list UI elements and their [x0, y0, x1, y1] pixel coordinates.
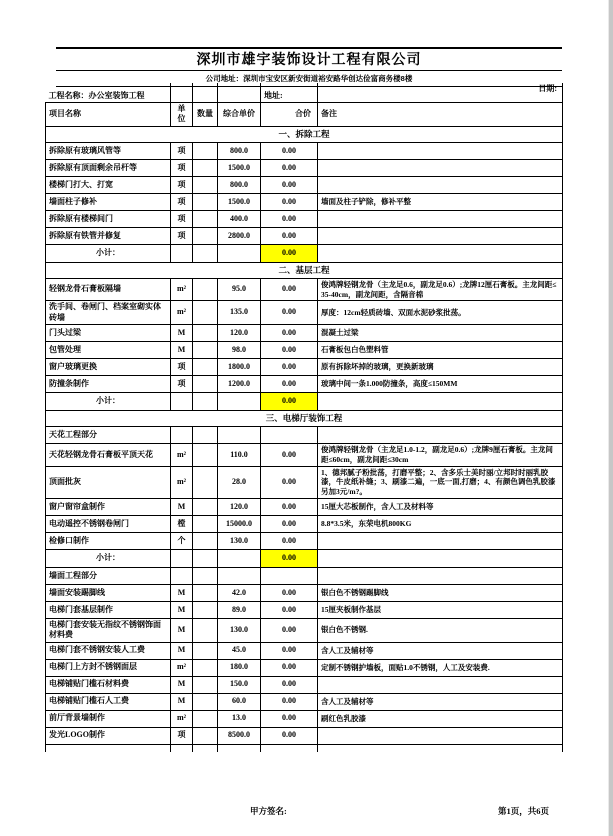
item-unit-price-cell: 60.0 — [218, 693, 261, 710]
item-remark-cell — [318, 159, 563, 176]
empty-cell — [318, 549, 563, 567]
item-row — [46, 710, 563, 727]
empty-cell — [261, 427, 318, 444]
item-unit-price-cell: 89.0 — [218, 601, 261, 618]
item-unit-cell: M — [171, 584, 193, 601]
item-total-cell: 0.00 — [261, 515, 318, 532]
item-name-cell: 顶面批灰 — [46, 466, 171, 498]
item-total-cell: 0.00 — [261, 142, 318, 159]
item-unit-cell: M — [171, 693, 193, 710]
item-unit-price-cell: 42.0 — [218, 584, 261, 601]
empty-cell — [193, 393, 218, 411]
project-name-label: 工程名称：办公室装饰工程 — [46, 83, 171, 103]
subtotal-amount: 0.00 — [261, 549, 318, 567]
item-unit-cell: 个 — [171, 532, 193, 549]
item-qty-cell — [193, 532, 218, 549]
empty-cell — [193, 744, 218, 752]
empty-cell — [218, 744, 261, 752]
item-unit-price-cell: 45.0 — [218, 642, 261, 659]
item-unit-price-cell: 95.0 — [218, 278, 261, 301]
item-total-cell: 0.00 — [261, 301, 318, 325]
empty-cell — [318, 744, 563, 752]
item-qty-cell — [193, 227, 218, 244]
item-unit-cell: m² — [171, 466, 193, 498]
item-total-cell: 0.00 — [261, 325, 318, 342]
item-row — [46, 342, 563, 359]
item-name-cell: 电梯铺贴门槛石人工费 — [46, 693, 171, 710]
item-unit-price-cell: 1500.0 — [218, 159, 261, 176]
item-unit-cell: 项 — [171, 193, 193, 210]
section-title-row — [46, 262, 563, 278]
empty-cell — [171, 244, 193, 262]
item-remark-cell — [318, 227, 563, 244]
item-row — [46, 618, 563, 642]
empty-cell — [318, 393, 563, 411]
item-row — [46, 159, 563, 176]
item-qty-cell — [193, 584, 218, 601]
party-a-signature-label: 甲方签名: — [250, 806, 287, 816]
item-total-cell: 0.00 — [261, 659, 318, 676]
item-row — [46, 466, 563, 498]
empty-cell — [218, 393, 261, 411]
item-name-cell: 窗户窗帘盒制作 — [46, 498, 171, 515]
item-row — [46, 278, 563, 301]
subtotal-label: 小计： — [46, 393, 171, 411]
item-remark-cell — [318, 532, 563, 549]
item-name-cell: 电梯门套安装无指纹不锈钢饰面材料费 — [46, 618, 171, 642]
item-remark-cell — [318, 210, 563, 227]
item-row — [46, 325, 563, 342]
item-qty-cell — [193, 376, 218, 393]
company-name: 深圳市雄宇装饰设计工程有限公司 — [56, 47, 562, 71]
item-row — [46, 444, 563, 467]
item-unit-cell: M — [171, 642, 193, 659]
item-row — [46, 584, 563, 601]
item-total-cell: 0.00 — [261, 676, 318, 693]
item-qty-cell — [193, 325, 218, 342]
empty-cell — [171, 744, 193, 752]
item-total-cell: 0.00 — [261, 498, 318, 515]
col-header-unit-price: 综合单价 — [218, 103, 261, 127]
empty-cell — [171, 83, 193, 103]
item-total-cell: 0.00 — [261, 376, 318, 393]
item-total-cell: 0.00 — [261, 210, 318, 227]
item-unit-price-cell: 400.0 — [218, 210, 261, 227]
item-unit-cell: M — [171, 498, 193, 515]
subtotal-label: 小计： — [46, 244, 171, 262]
item-name-cell: 拆除原有顶面剩余吊杆等 — [46, 159, 171, 176]
page-number: 第1页，共6页 — [497, 806, 549, 816]
subsection-title: 墙面工程部分 — [46, 567, 171, 584]
project-info-row — [46, 83, 563, 103]
item-total-cell: 0.00 — [261, 193, 318, 210]
item-qty-cell — [193, 176, 218, 193]
item-name-cell: 拆除原有铁管并修复 — [46, 227, 171, 244]
site-label: 地址: — [261, 83, 318, 103]
col-header-total: 合价 — [261, 103, 318, 127]
item-unit-cell: M — [171, 601, 193, 618]
item-qty-cell — [193, 278, 218, 301]
item-qty-cell — [193, 618, 218, 642]
item-remark-cell — [318, 727, 563, 744]
item-unit-cell: m² — [171, 659, 193, 676]
item-name-cell: 前厅背景墙制作 — [46, 710, 171, 727]
item-total-cell: 0.00 — [261, 342, 318, 359]
empty-cell — [261, 744, 318, 752]
item-name-cell: 拆除原有楼梯间门 — [46, 210, 171, 227]
item-total-cell: 0.00 — [261, 584, 318, 601]
item-total-cell: 0.00 — [261, 693, 318, 710]
item-row — [46, 676, 563, 693]
item-unit-cell: m² — [171, 278, 193, 301]
item-unit-price-cell: 1500.0 — [218, 193, 261, 210]
item-name-cell: 电动遥控不锈钢卷闸门 — [46, 515, 171, 532]
item-unit-cell: 项 — [171, 227, 193, 244]
item-remark-cell: 含人工及辅材等 — [318, 642, 563, 659]
item-row — [46, 301, 563, 325]
col-header-unit: 单位 — [171, 103, 193, 127]
item-remark-cell: 银白色不锈钢. — [318, 618, 563, 642]
item-qty-cell — [193, 693, 218, 710]
item-unit-cell: M — [171, 342, 193, 359]
item-qty-cell — [193, 342, 218, 359]
item-qty-cell — [193, 142, 218, 159]
item-total-cell: 0.00 — [261, 466, 318, 498]
item-name-cell: 包管处理 — [46, 342, 171, 359]
item-unit-price-cell: 130.0 — [218, 618, 261, 642]
item-name-cell: 门头过梁 — [46, 325, 171, 342]
item-unit-cell: m² — [171, 444, 193, 467]
item-remark-cell — [318, 142, 563, 159]
item-qty-cell — [193, 601, 218, 618]
item-unit-cell: M — [171, 618, 193, 642]
item-remark-cell: 墙面及柱子铲除，修补平整 — [318, 193, 563, 210]
empty-cell — [171, 549, 193, 567]
title-block — [56, 47, 562, 87]
item-unit-cell: 项 — [171, 142, 193, 159]
subsection-title: 天花工程部分 — [46, 427, 171, 444]
empty-cell — [218, 567, 261, 584]
item-name-cell: 楼梯门打大、打宽 — [46, 176, 171, 193]
empty-cell — [171, 393, 193, 411]
item-qty-cell — [193, 727, 218, 744]
item-name-cell: 电梯铺贴门槛石材料费 — [46, 676, 171, 693]
item-remark-cell: 混凝土过梁 — [318, 325, 563, 342]
item-total-cell: 0.00 — [261, 618, 318, 642]
item-unit-cell: 项 — [171, 159, 193, 176]
item-unit-price-cell: 8500.0 — [218, 727, 261, 744]
item-unit-cell: m² — [171, 301, 193, 325]
item-unit-price-cell: 1800.0 — [218, 359, 261, 376]
item-unit-price-cell: 180.0 — [218, 659, 261, 676]
item-name-cell: 墙面柱子修补 — [46, 193, 171, 210]
subtotal-amount: 0.00 — [261, 393, 318, 411]
page-break-stub-row — [46, 744, 563, 752]
item-unit-price-cell: 130.0 — [218, 532, 261, 549]
item-row — [46, 376, 563, 393]
empty-cell — [193, 567, 218, 584]
item-total-cell: 0.00 — [261, 359, 318, 376]
item-qty-cell — [193, 515, 218, 532]
item-total-cell: 0.00 — [261, 601, 318, 618]
empty-cell — [318, 244, 563, 262]
item-row — [46, 176, 563, 193]
item-total-cell: 0.00 — [261, 710, 318, 727]
item-unit-cell: 项 — [171, 176, 193, 193]
item-unit-cell: 项 — [171, 359, 193, 376]
item-unit-price-cell: 120.0 — [218, 325, 261, 342]
empty-cell — [218, 549, 261, 567]
item-row — [46, 210, 563, 227]
section-title: 二、基层工程 — [46, 262, 563, 278]
item-row — [46, 693, 563, 710]
item-remark-cell: 定制不锈钢护墙板，面贴1.0不锈钢，人工及安装费. — [318, 659, 563, 676]
empty-cell — [193, 83, 218, 103]
item-qty-cell — [193, 301, 218, 325]
item-unit-cell: 项 — [171, 376, 193, 393]
item-unit-price-cell: 15000.0 — [218, 515, 261, 532]
item-unit-cell: 项 — [171, 727, 193, 744]
item-qty-cell — [193, 642, 218, 659]
item-remark-cell: 15厘夹板制作基层 — [318, 601, 563, 618]
item-unit-price-cell: 135.0 — [218, 301, 261, 325]
quotation-sheet — [45, 83, 562, 752]
item-row — [46, 142, 563, 159]
item-row — [46, 642, 563, 659]
item-unit-price-cell: 1200.0 — [218, 376, 261, 393]
item-qty-cell — [193, 710, 218, 727]
item-remark-cell: 15厘大芯板制作，含人工及材料等 — [318, 498, 563, 515]
item-name-cell: 电梯门套基层制作 — [46, 601, 171, 618]
item-unit-cell: M — [171, 676, 193, 693]
item-remark-cell: 石膏板包白色塑料管 — [318, 342, 563, 359]
subsection-header-row — [46, 427, 563, 444]
item-total-cell: 0.00 — [261, 727, 318, 744]
section-title: 三、电梯厅装饰工程 — [46, 411, 563, 427]
empty-cell — [171, 427, 193, 444]
item-row — [46, 727, 563, 744]
subtotal-label: 小计： — [46, 549, 171, 567]
item-total-cell: 0.00 — [261, 532, 318, 549]
item-unit-price-cell: 800.0 — [218, 142, 261, 159]
item-unit-price-cell: 800.0 — [218, 176, 261, 193]
col-header-qty: 数量 — [193, 103, 218, 127]
item-remark-cell: 玻璃中间一条1.000防撞条，高度≤150MM — [318, 376, 563, 393]
item-unit-price-cell: 120.0 — [218, 498, 261, 515]
item-name-cell: 洗手间、卷闸门、档案室砌实体砖墙 — [46, 301, 171, 325]
item-remark-cell — [318, 676, 563, 693]
item-row — [46, 227, 563, 244]
item-remark-cell: 8.8*3.5米，东荣电机800KG — [318, 515, 563, 532]
item-name-cell: 电梯门上方封不锈钢面层 — [46, 659, 171, 676]
empty-cell — [218, 244, 261, 262]
empty-cell — [261, 567, 318, 584]
item-qty-cell — [193, 193, 218, 210]
item-unit-price-cell: 150.0 — [218, 676, 261, 693]
item-unit-cell: 樘 — [171, 515, 193, 532]
item-name-cell: 拆除原有玻璃风管等 — [46, 142, 171, 159]
empty-cell — [318, 427, 563, 444]
item-name-cell: 发光LOGO制作 — [46, 727, 171, 744]
item-unit-cell: m² — [171, 710, 193, 727]
section-title-row — [46, 126, 563, 142]
item-unit-price-cell: 110.0 — [218, 444, 261, 467]
item-total-cell: 0.00 — [261, 642, 318, 659]
item-remark-cell: 银白色不锈钢踢脚线 — [318, 584, 563, 601]
date-label: 日期: — [318, 83, 563, 103]
item-remark-cell: 含人工及辅材等 — [318, 693, 563, 710]
empty-cell — [318, 567, 563, 584]
item-qty-cell — [193, 210, 218, 227]
empty-cell — [218, 83, 261, 103]
item-name-cell: 检修口制作 — [46, 532, 171, 549]
item-unit-price-cell: 98.0 — [218, 342, 261, 359]
item-qty-cell — [193, 498, 218, 515]
empty-cell — [218, 427, 261, 444]
item-name-cell: 轻钢龙骨石膏板隔墙 — [46, 278, 171, 301]
item-total-cell: 0.00 — [261, 278, 318, 301]
empty-cell — [193, 244, 218, 262]
item-unit-price-cell: 13.0 — [218, 710, 261, 727]
item-remark-cell: 厚度：12cm轻质砖墙、双面水泥砂浆批荡。 — [318, 301, 563, 325]
empty-cell — [46, 744, 171, 752]
item-name-cell: 天花轻钢龙骨石膏板平顶天花 — [46, 444, 171, 467]
item-remark-cell — [318, 176, 563, 193]
item-row — [46, 193, 563, 210]
quotation-table — [45, 83, 563, 752]
empty-cell — [193, 549, 218, 567]
subtotal-row — [46, 244, 563, 262]
item-remark-cell: 俊鸿牌轻钢龙骨（主龙足1.0-1.2，副龙足0.6）;龙牌9厘石膏板。主龙间距≤60cm，副龙间距≤30cm — [318, 444, 563, 467]
item-unit-cell: 项 — [171, 210, 193, 227]
item-total-cell: 0.00 — [261, 176, 318, 193]
subtotal-row — [46, 393, 563, 411]
item-row — [46, 532, 563, 549]
item-unit-cell: M — [171, 325, 193, 342]
empty-cell — [193, 427, 218, 444]
subsection-header-row — [46, 567, 563, 584]
column-header-row — [46, 103, 563, 127]
item-row — [46, 601, 563, 618]
col-header-item-name: 项目名称 — [46, 103, 171, 127]
item-remark-cell: 刷红色乳胶漆 — [318, 710, 563, 727]
empty-cell — [171, 567, 193, 584]
subtotal-amount: 0.00 — [261, 244, 318, 262]
item-qty-cell — [193, 466, 218, 498]
item-remark-cell: 原有拆除坏掉的玻璃，更换新玻璃 — [318, 359, 563, 376]
item-qty-cell — [193, 659, 218, 676]
item-total-cell: 0.00 — [261, 227, 318, 244]
item-row — [46, 515, 563, 532]
item-remark-cell: 1、德邦腻子粉批荡，打磨平整；2、含多乐士美时丽/立邦时时丽乳胶漆，牛皮纸补缝；3、刷漆二遍，一底一面,打磨；4、有颜色调色乳胶漆另加3元/m?。 — [318, 466, 563, 498]
page-edge-shadow — [606, 0, 613, 836]
subtotal-row — [46, 549, 563, 567]
item-qty-cell — [193, 159, 218, 176]
section-title: 一、拆除工程 — [46, 126, 563, 142]
company-address: 公司地址：深圳市宝安区新安街道裕安路华创达俭富商务楼8楼 — [56, 71, 562, 87]
item-qty-cell — [193, 676, 218, 693]
item-name-cell: 电梯门套不锈钢安装人工费 — [46, 642, 171, 659]
item-row — [46, 359, 563, 376]
item-qty-cell — [193, 359, 218, 376]
item-name-cell: 窗户玻璃更换 — [46, 359, 171, 376]
col-header-remark: 备注 — [318, 103, 563, 127]
item-unit-price-cell: 28.0 — [218, 466, 261, 498]
item-total-cell: 0.00 — [261, 444, 318, 467]
item-qty-cell — [193, 444, 218, 467]
item-name-cell: 墙面安装踢脚线 — [46, 584, 171, 601]
item-row — [46, 498, 563, 515]
item-row — [46, 659, 563, 676]
item-total-cell: 0.00 — [261, 159, 318, 176]
item-remark-cell: 俊鸿牌轻钢龙骨（主龙足0.6，副龙足0.6）;龙牌12厘石膏板。主龙间距≤35-40cm，副龙间距，含隔音棉 — [318, 278, 563, 301]
item-unit-price-cell: 2800.0 — [218, 227, 261, 244]
section-title-row — [46, 411, 563, 427]
item-name-cell: 防撞条制作 — [46, 376, 171, 393]
